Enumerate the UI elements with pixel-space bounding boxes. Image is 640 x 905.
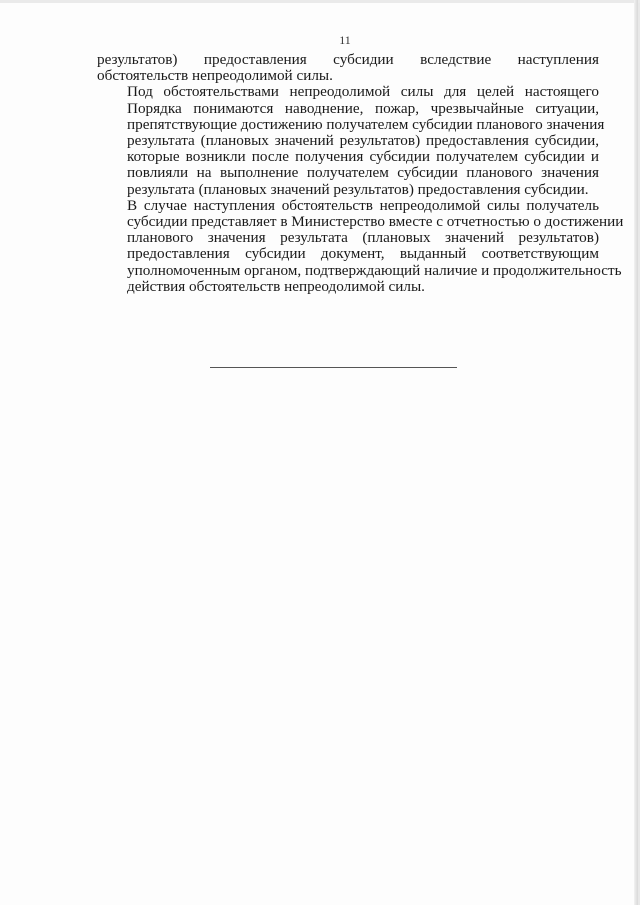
- page-number: 11: [339, 33, 351, 47]
- document-body: [97, 51, 624, 295]
- text-line: планового значения результата (плановых значений результатов): [127, 229, 599, 247]
- text-line: В случае наступления обстоятельств непреодолимой силы получатель: [127, 196, 599, 214]
- text-line: результатов) предоставления субсидии вследствие наступления: [97, 51, 599, 68]
- text-line: предоставления субсидии документ, выданный соответствующим: [127, 245, 599, 263]
- paragraph-continuation: [97, 52, 599, 84]
- text-line: Под обстоятельствами непреодолимой силы для целей настоящего: [127, 83, 599, 101]
- scan-right-edge: [634, 0, 638, 905]
- scan-top-edge: [0, 0, 640, 3]
- text-line: препятствующие достижению получателем субсидии планового значения: [127, 115, 605, 133]
- text-line: уполномоченным органом, подтверждающий наличие и продолжительность: [127, 261, 622, 279]
- text-line: субсидии представляет в Министерство вместе с отчетностью о достижении: [127, 213, 624, 231]
- text-line: Порядка понимаются наводнение, пожар, чрезвычайные ситуации,: [127, 99, 599, 117]
- text-line: результата (плановых значений результатов) предоставления субсидии.: [127, 180, 589, 198]
- paragraph-force-majeure-reporting: [97, 196, 624, 295]
- text-line: обстоятельств непреодолимой силы.: [97, 67, 333, 85]
- text-line: результата (плановых значений результатов) предоставления субсидии,: [127, 132, 599, 150]
- closing-separator-line: [210, 367, 457, 368]
- paragraph-force-majeure-definition: [97, 83, 605, 198]
- text-line: повлияли на выполнение получателем субсидии планового значения: [127, 164, 599, 182]
- text-line: которые возникли после получения субсидии получателем субсидии и: [127, 148, 599, 166]
- text-line: действия обстоятельств непреодолимой силы.: [127, 277, 425, 295]
